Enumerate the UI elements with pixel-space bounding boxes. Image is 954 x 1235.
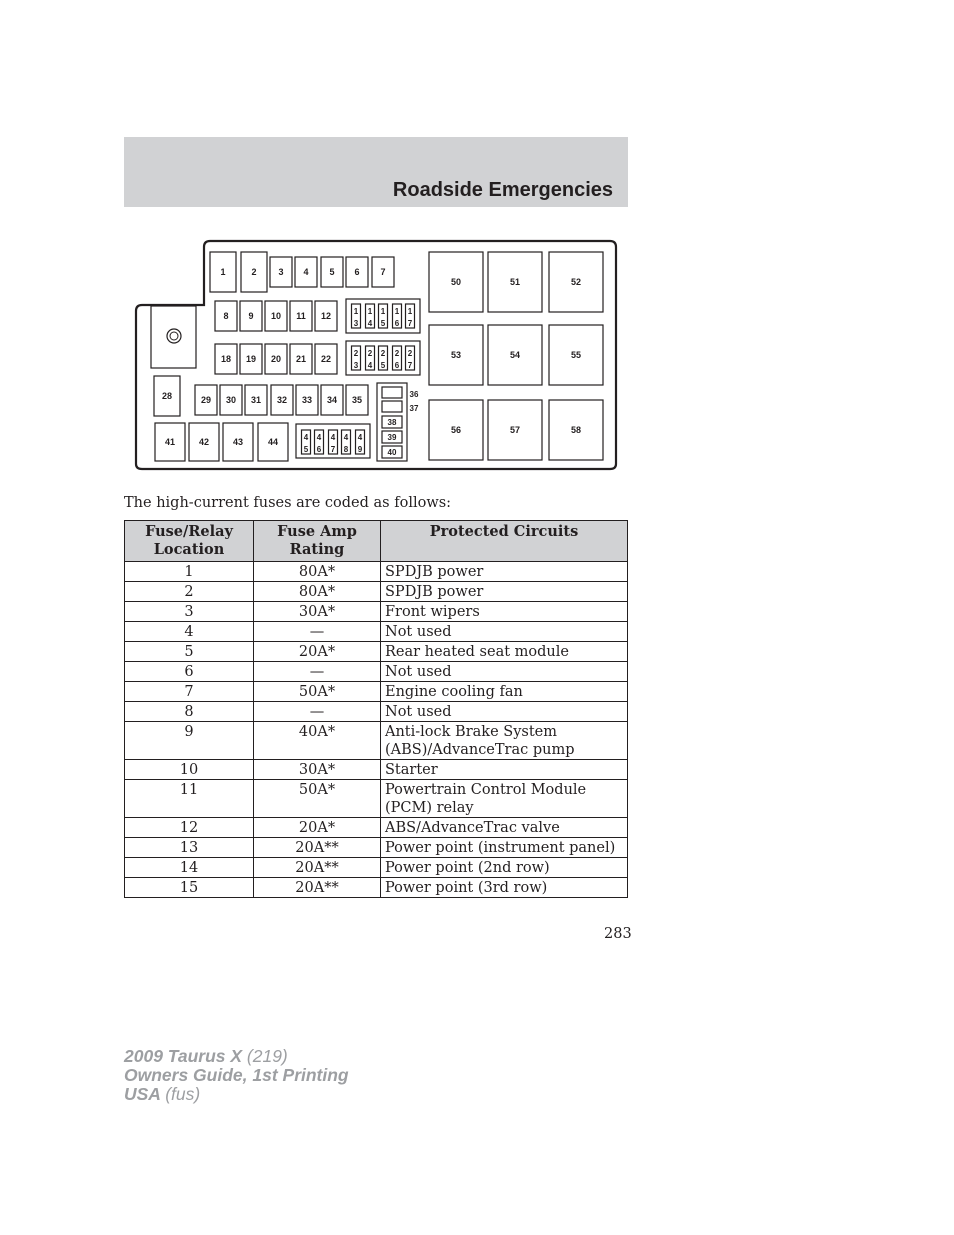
- mini-fuse-label: 4: [330, 433, 336, 442]
- fuse-location-cell: 6: [125, 662, 254, 682]
- mini-fuse-label: 3: [353, 361, 359, 370]
- diode-slot: [382, 401, 402, 412]
- header-protected-circuits: Protected Circuits: [381, 521, 628, 562]
- fuse-table: [124, 520, 628, 898]
- fuse-label: 7: [380, 267, 386, 278]
- mini-fuse-label: 8: [343, 445, 349, 454]
- mini-fuse-label: 6: [316, 445, 322, 454]
- mounting-bolt: [167, 329, 181, 343]
- fuse-location-cell: 9: [125, 722, 254, 760]
- fuse-amp-cell: 50A*: [254, 780, 381, 818]
- fuse-location-cell: 3: [125, 602, 254, 622]
- protected-circuit-cell: Engine cooling fan: [381, 682, 628, 702]
- footer-printing: Owners Guide, 1st Printing: [124, 1065, 349, 1085]
- fuse-label: 22: [320, 354, 332, 365]
- protected-circuit-cell: Anti-lock Brake System (ABS)/AdvanceTrac pump: [381, 722, 628, 760]
- fuse-label: 43: [232, 437, 244, 448]
- fuse-label: 29: [200, 395, 212, 406]
- mini-fuse-label: 2: [353, 349, 359, 358]
- footer-model-code: (219): [246, 1046, 288, 1066]
- fuse-location-cell: 14: [125, 858, 254, 878]
- fuse-amp-cell: 80A*: [254, 562, 381, 582]
- fuse-location-cell: 11: [125, 780, 254, 818]
- table-row: [125, 760, 628, 780]
- fuse-label: 9: [248, 311, 254, 322]
- fuse-label: 10: [270, 311, 282, 322]
- fuse-label: 20: [270, 354, 282, 365]
- mini-fuse-label: 1: [380, 307, 386, 316]
- stack-fuse-label: 39: [387, 433, 397, 442]
- mini-fuse-label: 4: [316, 433, 322, 442]
- footer-edition: [124, 1047, 349, 1104]
- mini-fuse-label: 7: [407, 319, 413, 328]
- relay-label: 50: [450, 277, 462, 287]
- mini-fuse-label: 2: [407, 349, 413, 358]
- fuse-label: 33: [301, 395, 313, 406]
- protected-circuit-cell: Not used: [381, 662, 628, 682]
- fuse-label: 42: [198, 437, 210, 448]
- fuse-label: 21: [295, 354, 307, 365]
- diode-label: 36: [409, 390, 419, 399]
- fuse-label: 44: [267, 437, 279, 448]
- protected-circuit-cell: Starter: [381, 760, 628, 780]
- table-row: [125, 702, 628, 722]
- fuse-label: 31: [250, 395, 262, 406]
- protected-circuit-cell: Power point (3rd row): [381, 878, 628, 898]
- table-row: [125, 780, 628, 818]
- fuse-amp-cell: 20A*: [254, 818, 381, 838]
- protected-circuit-cell: Not used: [381, 622, 628, 642]
- stack-fuse-label: 40: [387, 448, 397, 457]
- fuse-location-cell: 1: [125, 562, 254, 582]
- table-row: [125, 562, 628, 582]
- fuse-label: 3: [278, 267, 284, 278]
- fuse-location-cell: 8: [125, 702, 254, 722]
- fuse-label: 32: [276, 395, 288, 406]
- footer-model: 2009 Taurus X: [124, 1046, 243, 1066]
- protected-circuit-cell: ABS/AdvanceTrac valve: [381, 818, 628, 838]
- mini-fuse-label: 1: [367, 307, 373, 316]
- mini-fuse-label: 1: [407, 307, 413, 316]
- table-row: [125, 582, 628, 602]
- table-row: [125, 642, 628, 662]
- mini-fuse-label: 2: [394, 349, 400, 358]
- table-row: [125, 682, 628, 702]
- protected-circuit-cell: Not used: [381, 702, 628, 722]
- fuse-label: 34: [326, 395, 338, 406]
- fuse-label: 12: [320, 311, 332, 322]
- mini-fuse-label: 5: [380, 319, 386, 328]
- mini-fuse-label: 6: [394, 361, 400, 370]
- table-header-row: [125, 521, 628, 562]
- fuse-amp-cell: 20A*: [254, 642, 381, 662]
- mini-fuse-label: 6: [394, 319, 400, 328]
- fuse-box-diagram: [134, 238, 618, 472]
- protected-circuit-cell: SPDJB power: [381, 562, 628, 582]
- diode-slot: [382, 387, 402, 398]
- relay-label: 52: [570, 277, 582, 287]
- protected-circuit-cell: Front wipers: [381, 602, 628, 622]
- intro-text: The high-current fuses are coded as follows:: [124, 495, 452, 511]
- protected-circuit-cell: Power point (instrument panel): [381, 838, 628, 858]
- fuse-label: 8: [223, 311, 229, 322]
- fuse-label: 30: [225, 395, 237, 406]
- fuse-location-cell: 2: [125, 582, 254, 602]
- protected-circuit-cell: Rear heated seat module: [381, 642, 628, 662]
- fuse-amp-cell: —: [254, 622, 381, 642]
- fuse-location-cell: 7: [125, 682, 254, 702]
- mini-fuse-label: 4: [367, 361, 373, 370]
- mini-fuse-label: 5: [380, 361, 386, 370]
- relay-label: 58: [570, 425, 582, 435]
- fuse-amp-cell: 20A**: [254, 878, 381, 898]
- fuse-amp-cell: 30A*: [254, 602, 381, 622]
- table-row: [125, 858, 628, 878]
- table-row: [125, 878, 628, 898]
- fuse-label: 28: [161, 391, 173, 402]
- fuse-location-cell: 4: [125, 622, 254, 642]
- relay-label: 55: [570, 350, 582, 360]
- protected-circuit-cell: Power point (2nd row): [381, 858, 628, 878]
- fuse-label: 6: [354, 267, 360, 278]
- fuse-amp-cell: 20A**: [254, 838, 381, 858]
- fuse-amp-cell: 40A*: [254, 722, 381, 760]
- protected-circuit-cell: SPDJB power: [381, 582, 628, 602]
- fuse-location-cell: 5: [125, 642, 254, 662]
- fuse-location-cell: 10: [125, 760, 254, 780]
- header-amp-rating: Fuse Amp Rating: [254, 521, 381, 562]
- relay-label: 54: [509, 350, 521, 360]
- fuse-label: 5: [329, 267, 335, 278]
- mini-fuse-label: 3: [353, 319, 359, 328]
- table-row: [125, 838, 628, 858]
- mini-fuse-label: 4: [343, 433, 349, 442]
- fuse-box-svg: [134, 238, 618, 472]
- section-header: [124, 137, 628, 207]
- fuse-amp-cell: 50A*: [254, 682, 381, 702]
- table-row: [125, 818, 628, 838]
- protected-circuit-cell: Powertrain Control Module (PCM) relay: [381, 780, 628, 818]
- mini-fuse-label: 4: [367, 319, 373, 328]
- mini-fuse-label: 7: [407, 361, 413, 370]
- relay-label: 56: [450, 425, 462, 435]
- mini-fuse-label: 7: [330, 445, 336, 454]
- mini-fuse-label: 2: [367, 349, 373, 358]
- footer-market-code: (fus): [165, 1084, 201, 1104]
- footer-market: USA: [124, 1084, 161, 1104]
- fuse-label: 19: [245, 354, 257, 365]
- fuse-location-cell: 15: [125, 878, 254, 898]
- fuse-label: 18: [220, 354, 232, 365]
- stack-fuse-label: 38: [387, 418, 397, 427]
- fuse-label: 35: [351, 395, 363, 406]
- page-number: 283: [604, 926, 632, 942]
- fuse-location-cell: 12: [125, 818, 254, 838]
- mounting-bolt-inner: [170, 332, 178, 340]
- fuse-label: 11: [296, 311, 306, 322]
- mounting-bracket: [151, 306, 196, 368]
- section-title: Roadside Emergencies: [392, 179, 613, 201]
- fuse-label: 1: [220, 267, 226, 278]
- fuse-label: 2: [251, 267, 257, 278]
- table-row: [125, 602, 628, 622]
- mini-fuse-label: 4: [357, 433, 363, 442]
- fuse-amp-cell: —: [254, 662, 381, 682]
- mini-fuse-label: 5: [303, 445, 309, 454]
- mini-fuse-label: 1: [353, 307, 359, 316]
- fuse-amp-cell: 80A*: [254, 582, 381, 602]
- fuse-amp-cell: —: [254, 702, 381, 722]
- header-location: Fuse/Relay Location: [125, 521, 254, 562]
- table-row: [125, 662, 628, 682]
- relay-label: 51: [509, 277, 521, 287]
- table-row: [125, 722, 628, 760]
- mini-fuse-label: 9: [357, 445, 363, 454]
- fuse-label: 4: [303, 267, 309, 278]
- fuse-box-outline: [136, 241, 616, 469]
- fuse-amp-cell: 30A*: [254, 760, 381, 780]
- fuse-location-cell: 13: [125, 838, 254, 858]
- relay-label: 57: [509, 425, 521, 435]
- mini-fuse-label: 2: [380, 349, 386, 358]
- relay-label: 53: [450, 350, 462, 360]
- mini-fuse-label: 4: [303, 433, 309, 442]
- mini-fuse-label: 1: [394, 307, 400, 316]
- fuse-amp-cell: 20A**: [254, 858, 381, 878]
- fuse-label: 41: [164, 437, 176, 448]
- table-row: [125, 622, 628, 642]
- diode-label: 37: [409, 404, 419, 413]
